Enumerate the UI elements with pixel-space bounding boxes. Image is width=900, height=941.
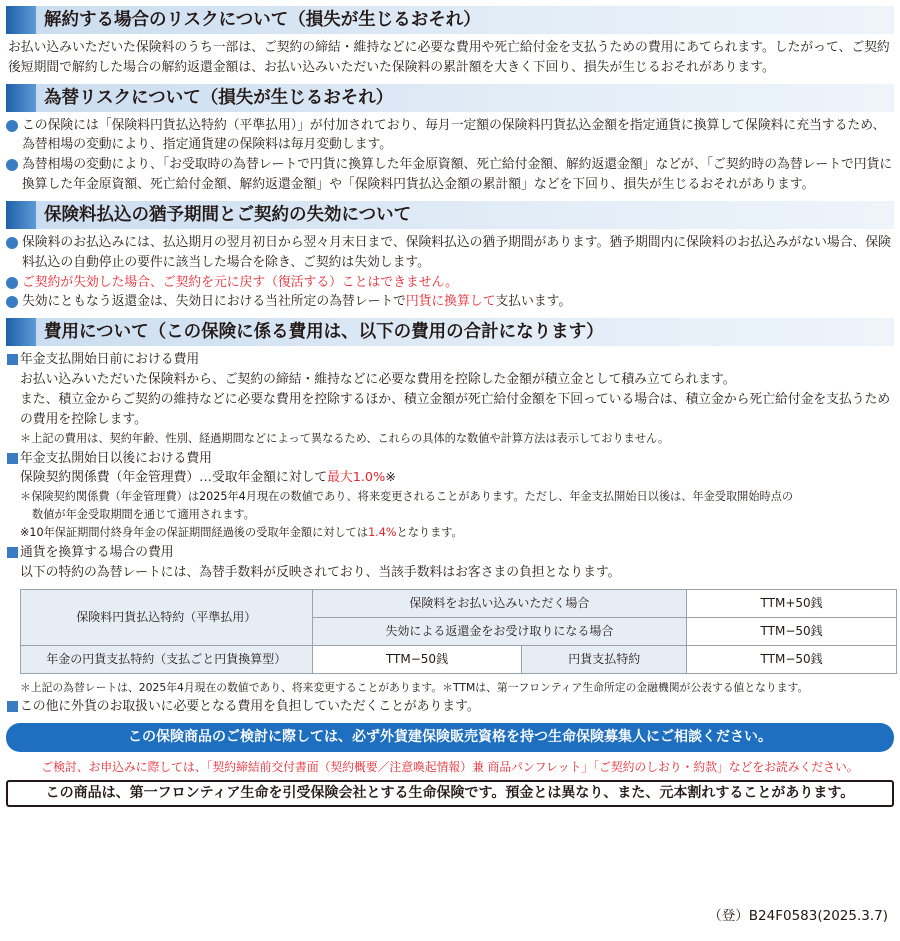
table-cell-case: 失効による返還金をお受け取りになる場合: [312, 617, 687, 645]
fees-before-text2: また、積立金からご契約の維持などに必要な費用を控除するほか、積立金額が死亡給付金額を下回っている場合は、積立金から死亡給付金を支払うための費用を控除します。: [20, 391, 891, 427]
section-header-bar: [6, 318, 36, 346]
bullet-text: 為替相場の変動により、「お受取時の為替レートで円貨に換算した年金原資額、死亡給付金額、解約返還金額」などが、「ご契約時の為替レートで円貨に換算した年金原資額、死亡給付金額、解約返還金額」や「保険料円貨払込金額の累計額」などを下回り、損失が生じるおそれがあります。: [22, 157, 893, 193]
table-cell-rate: TTM−50銭: [687, 617, 897, 645]
note-rate: 1.4%: [368, 526, 397, 540]
table-cell-label: 保険料円貨払込特約（平準払用）: [21, 589, 313, 645]
product-disclaimer-box: この商品は、第一フロンティア生命を引受保険会社とする生命保険です。預金とは異なり、また、元本割れすることがあります。: [6, 780, 894, 807]
square-bullet-icon: [7, 354, 18, 365]
section-title: 保険料払込の猶予期間とご契約の失効について: [44, 204, 412, 225]
table-cell-label: 年金の円貨支払特約（支払ごと円貨換算型）: [21, 645, 313, 673]
fees-after-note1a: ＊保険契約関係費（年金管理費）は2025年4月現在の数値であり、将来変更されることがあります。ただし、年金支払開始日以後は、年金受取開始時点の: [20, 490, 794, 504]
bullet-dot-icon: [6, 237, 18, 249]
fees-before-text1: お払い込みいただいた保険料から、ご契約の締結・維持などに必要な費用を控除した金額が積立金として積み立てられます。: [20, 372, 736, 388]
note-text: となります。: [396, 526, 463, 540]
read-documents-notice: ご検討、お申込みに際しては、「契約締結前交付書面（契約概要／注意喚起情報）兼 商品パンフレット」「ご契約のしおり・約款」などをお読みください。: [41, 759, 859, 774]
bullet-dot-icon: [6, 159, 18, 171]
fees-max-rate: 最大1.0%: [327, 470, 386, 486]
fees-other-text: この他に外貨のお取扱いに必要となる費用を負担していただくことがあります。: [20, 698, 480, 714]
subsection-title: 通貨を換算する場合の費用: [20, 544, 174, 560]
bullet-dot-icon: [6, 277, 18, 289]
fees-after-note1b: 数値が年金受取期間を通じて適用されます。: [32, 508, 255, 522]
section-header-cancel: [6, 6, 894, 34]
fees-after-note2: [6, 524, 894, 542]
note-text: ※10年保証期間付終身年金の保証期間経過後の受取年金額に対しては: [20, 526, 369, 540]
fees-after-text-main: 保険契約関係費（年金管理費）…受取年金額に対して: [20, 470, 328, 486]
subsection-title: 年金支払開始日以後における費用: [20, 450, 212, 466]
list-item: [6, 273, 894, 293]
footnote-mark: ※: [385, 470, 396, 486]
table-cell-label: 円貨支払特約: [522, 645, 687, 673]
section-header-grace: [6, 201, 894, 229]
table-note: ＊上記の為替レートは、2025年4月現在の数値であり、将来変更することがあります。＊TTMは、第一フロンティア生命所定の金融機関が公表する値となります。: [20, 680, 809, 694]
list-item: [6, 233, 894, 273]
bullet-text: 失効にともなう返還金は、失効日における当社所定の為替レートで: [22, 294, 406, 310]
bullet-text-highlight: 円貨に換算して: [405, 294, 496, 310]
section-header-bar: [6, 201, 36, 229]
table-row: [21, 589, 897, 617]
consult-banner: この保険商品のご検討に際しては、必ず外貨建保険販売資格を持つ生命保険募集人にご相談ください。: [6, 723, 894, 752]
square-bullet-icon: [7, 453, 18, 464]
section-header-bar: [6, 6, 36, 34]
registration-number: （登）B24F0583(2025.3.7): [708, 908, 888, 924]
section-header-fees: [6, 318, 894, 346]
exchange-fee-table: [20, 589, 897, 674]
square-bullet-icon: [7, 547, 18, 558]
cancel-text: お払い込みいただいた保険料のうち一部は、ご契約の締結・維持などに必要な費用や死亡給付金を支払うための費用にあてられます。したがって、ご契約後短期間で解約した場合の解約返還金額は、お払い込みいただいた保険料の累計額を大きく下回り、損失が生じるおそれがあります。: [8, 40, 890, 75]
table-cell-rate: TTM+50銭: [687, 589, 897, 617]
bullet-text-warning: ご契約が失効した場合、ご契約を元に戻す（復活する）ことはできません。: [22, 274, 458, 290]
section-header-bar: [6, 84, 36, 112]
bullet-dot-icon: [6, 120, 18, 132]
list-item: [6, 155, 894, 195]
fees-after-text: [6, 468, 894, 488]
bullet-dot-icon: [6, 296, 18, 308]
subsection-heading: [6, 697, 894, 717]
table-cell-case: 保険料をお払い込みいただく場合: [312, 589, 687, 617]
section-title: 費用について（この保険に係る費用は、以下の費用の合計になります）: [44, 322, 604, 343]
section-title: 為替リスクについて（損失が生じるおそれ）: [44, 87, 394, 108]
square-bullet-icon: [7, 701, 18, 712]
subsection-title: 年金支払開始日前における費用: [20, 352, 200, 368]
fees-before-note: ＊上記の費用は、契約年齢、性別、経過期間などによって異なるため、これらの具体的な数値や計算方法は表示しておりません。: [20, 431, 670, 445]
bullet-text: 支払います。: [495, 294, 572, 310]
subsection-heading: [6, 449, 894, 469]
section-header-fx: [6, 84, 894, 112]
bullet-text: この保険には「保険料円貨払込特約（平準払用）」が付加されており、毎月一定額の保険料円貨払込金額を指定通貨に換算して保険料に充当するため、為替相場の変動により、指定通貨建の保険料は毎月変動します。: [22, 117, 886, 153]
table-row: [21, 645, 897, 673]
table-cell-rate: TTM−50銭: [312, 645, 522, 673]
table-cell-rate: TTM−50銭: [687, 645, 897, 673]
section-title: 解約する場合のリスクについて（損失が生じるおそれ）: [44, 10, 481, 30]
fees-conv-text: 以下の特約の為替レートには、為替手数料が反映されており、当該手数料はお客さまの負担となります。: [20, 564, 621, 580]
list-item: [6, 292, 894, 312]
bullet-text: 保険料のお払込みには、払込期月の翌月初日から翌々月末日まで、保険料払込の猶予期間があります。猶予期間内に保険料のお払込みがない場合、保険料払込の自動停止の要件に該当した場合を除き、ご契約は失効します。: [22, 234, 891, 270]
list-item: [6, 116, 894, 156]
subsection-heading: [6, 543, 894, 563]
subsection-heading: [6, 350, 894, 370]
